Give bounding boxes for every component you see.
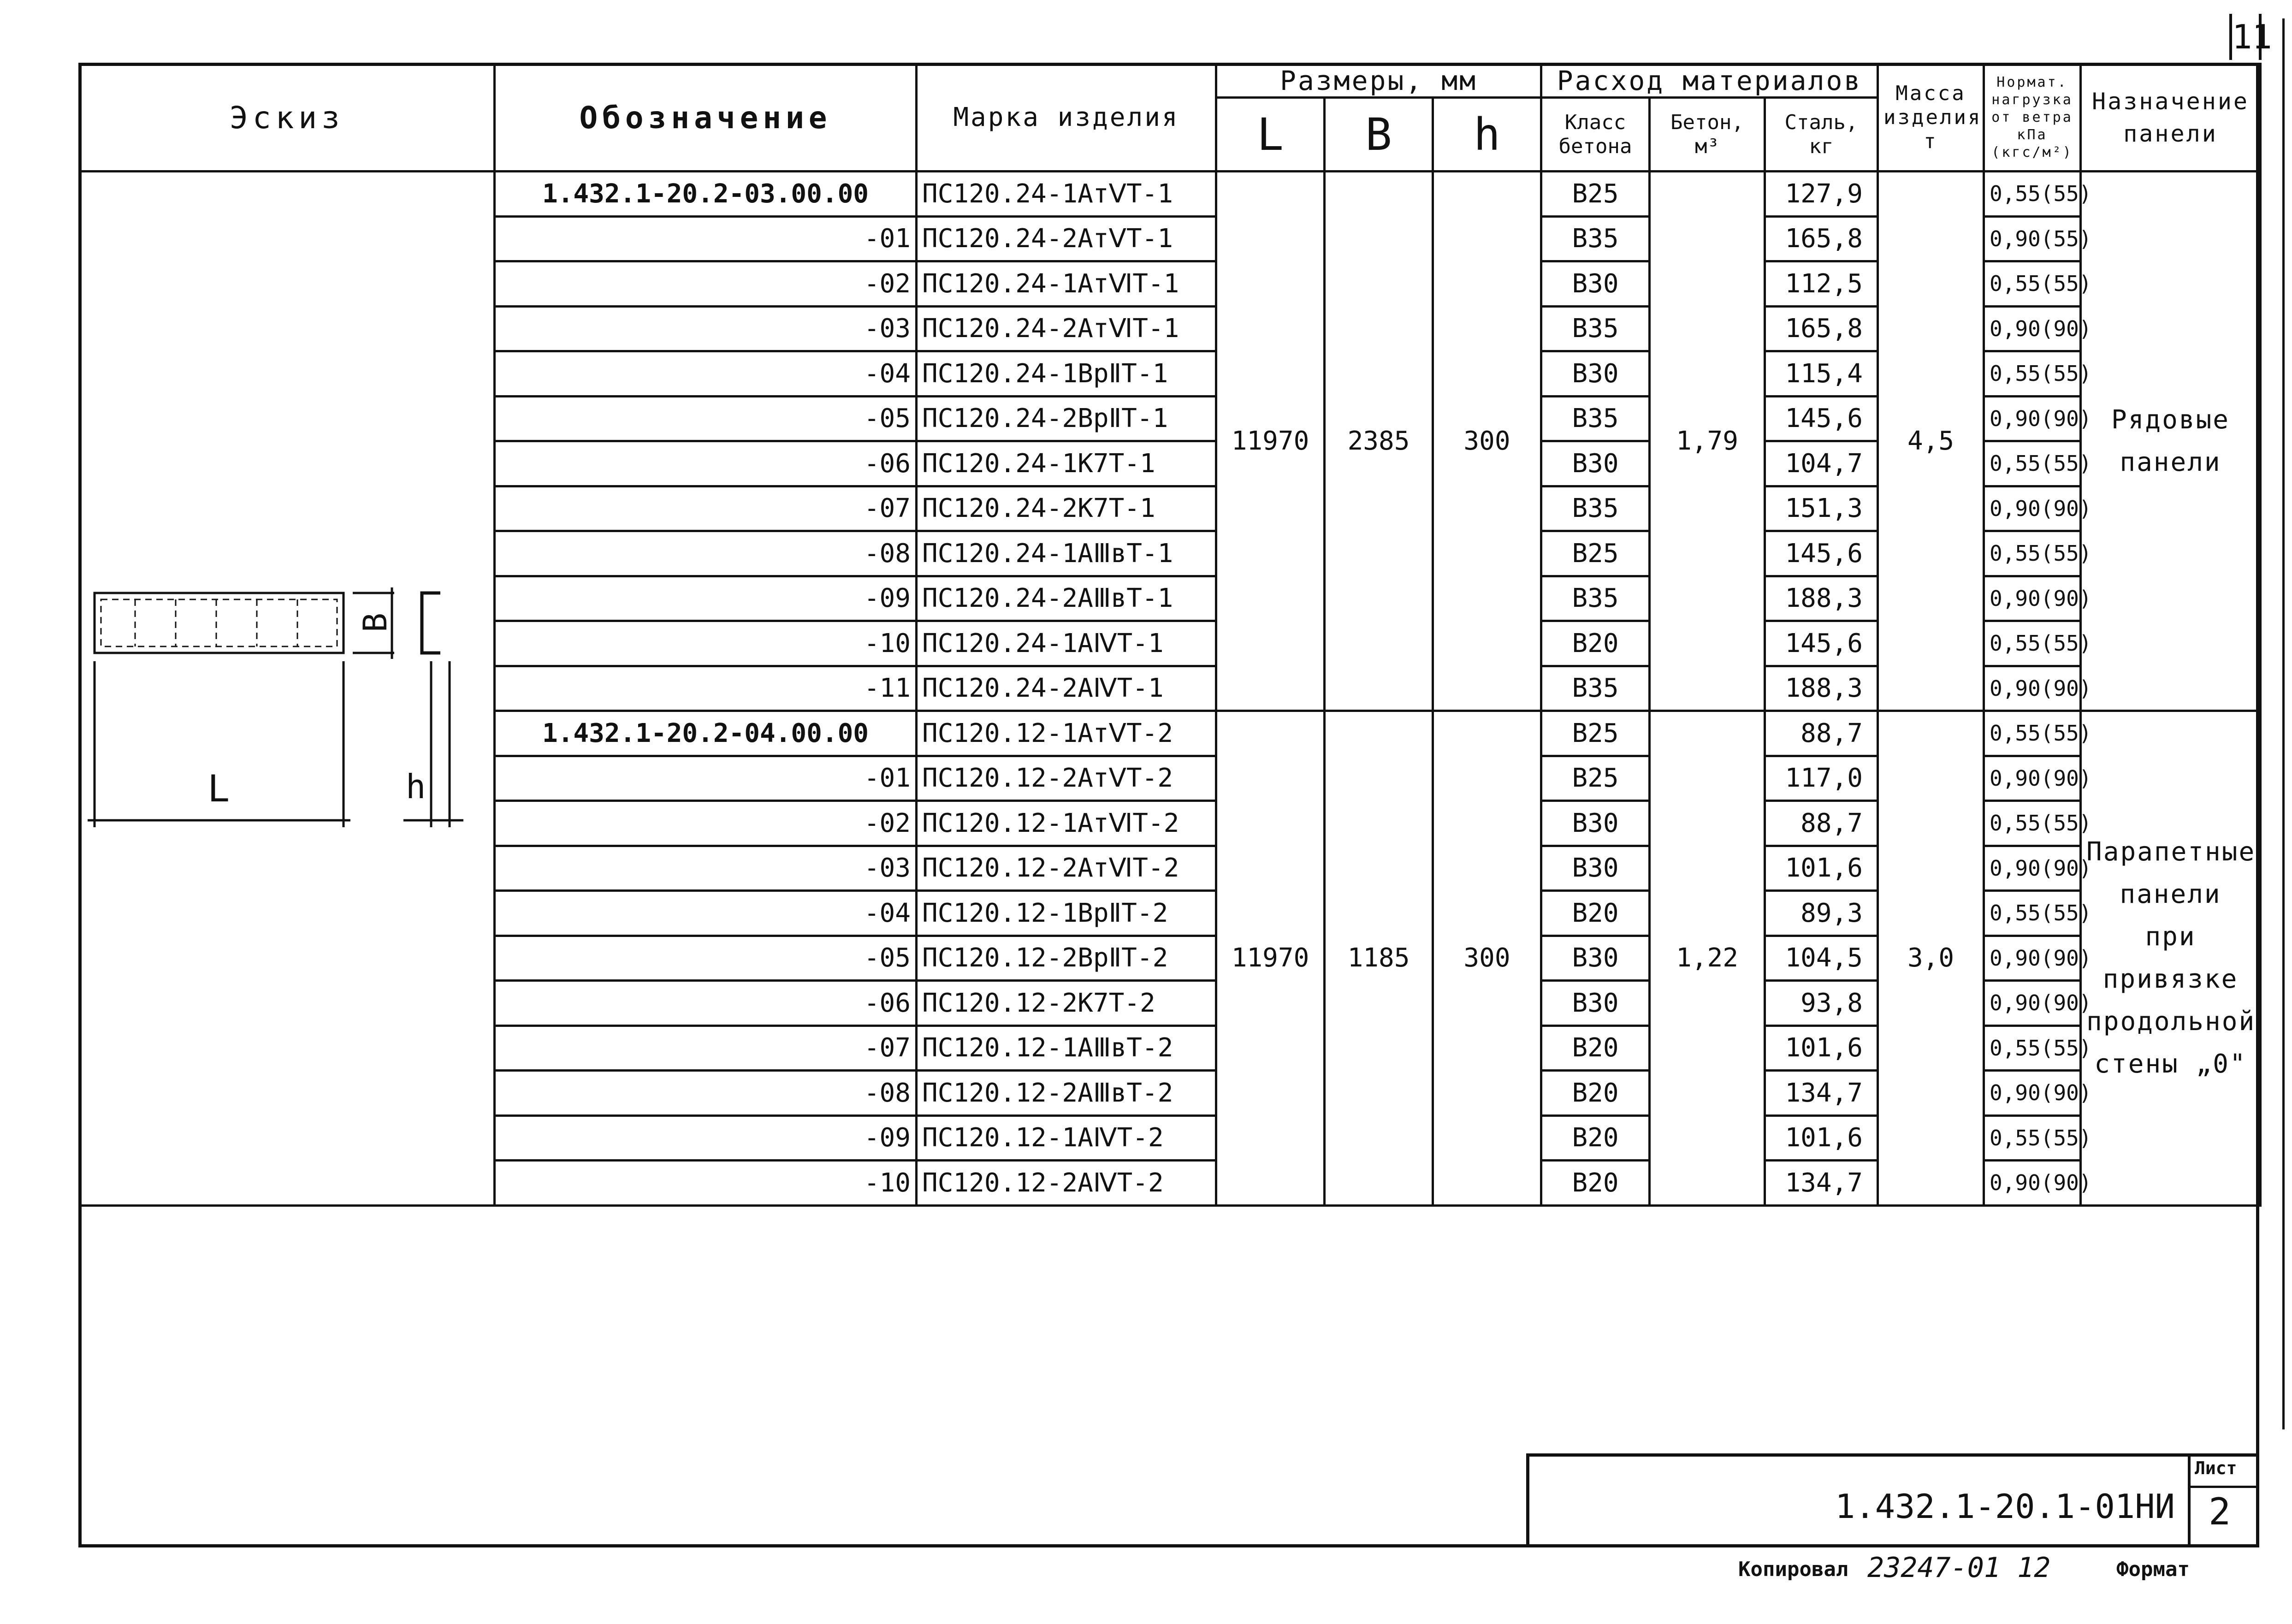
wind-load-cell: 0,55(55) [1984,1025,2081,1071]
wind-load-cell: 0,90(90) [1984,576,2081,621]
concrete-class-cell: В35 [1541,396,1650,441]
mark-cell: ПС120.12-2АтⅤТ-2 [917,756,1216,801]
mass-cell: 4,5 [1878,172,1984,711]
designation-cell: 1.432.1-20.2-03.00.00 [495,172,917,217]
steel-cell: 104,5 [1765,936,1878,981]
mark-cell: ПС120.12-2АⅣТ-2 [917,1161,1216,1206]
designation-cell: -09 [495,576,917,621]
concrete-class-cell: В25 [1541,531,1650,576]
concrete-class-cell: В30 [1541,846,1650,891]
dim-b-cell: 1185 [1325,711,1433,1206]
col-purpose: Назначение панели [2081,64,2261,172]
wind-load-cell: 0,55(55) [1984,261,2081,307]
mark-cell: ПС120.12-2АⅢвТ-2 [917,1071,1216,1116]
col-materials: Расход материалов [1541,64,1878,98]
footer-format: Формат [2116,1558,2190,1581]
mark-cell: ПС120.24-1АтⅤТ-1 [917,172,1216,217]
mark-cell: ПС120.24-2АтⅤТ-1 [917,216,1216,261]
sketch-label-length: L [207,767,230,810]
col-dim-b: В [1325,98,1433,172]
mark-cell: ПС120.12-2ВрⅡТ-2 [917,936,1216,981]
concrete-class-cell: В25 [1541,172,1650,217]
sketch-cell [80,172,495,1206]
mass-cell: 3,0 [1878,711,1984,1206]
mark-cell: ПС120.24-2АⅢвТ-1 [917,576,1216,621]
sheet-number: 2 [2209,1490,2231,1533]
mark-cell: ПС120.24-1АⅣТ-1 [917,621,1216,666]
steel-cell: 134,7 [1765,1161,1878,1206]
col-dim-l: L [1216,98,1325,172]
col-wind-load: Нормат. нагрузка от ветра кПа (кгс/м²) [1984,64,2081,172]
wind-load-cell: 0,90(90) [1984,396,2081,441]
designation-cell: -03 [495,306,917,351]
wind-load-cell: 0,55(55) [1984,172,2081,217]
steel-cell: 145,6 [1765,396,1878,441]
col-mark: Марка изделия [917,64,1216,172]
mark-cell: ПС120.24-1К7Т-1 [917,441,1216,486]
concrete-class-cell: В30 [1541,936,1650,981]
designation-cell: -06 [495,981,917,1026]
wind-load-cell: 0,90(90) [1984,936,2081,981]
purpose-cell: Парапетные панели при привязке продольной стены „0" [2081,711,2261,1206]
steel-cell: 145,6 [1765,531,1878,576]
designation-cell: 1.432.1-20.2-04.00.00 [495,711,917,756]
mark-cell: ПС120.12-1АⅣТ-2 [917,1115,1216,1161]
wind-load-cell: 0,55(55) [1984,801,2081,846]
col-dimensions: Размеры, мм [1216,64,1541,98]
concrete-class-cell: В25 [1541,756,1650,801]
steel-cell: 88,7 [1765,801,1878,846]
concrete-class-cell: В35 [1541,576,1650,621]
designation-cell: -01 [495,756,917,801]
wind-load-cell: 0,90(90) [1984,981,2081,1026]
specification-table [78,63,2262,1207]
designation-cell: -04 [495,351,917,397]
mark-cell: ПС120.12-1АтⅥТ-2 [917,801,1216,846]
steel-cell: 188,3 [1765,576,1878,621]
steel-cell: 151,3 [1765,486,1878,531]
table-row [80,172,2261,217]
sheet-right-edge-line [2282,18,2285,1429]
concrete-class-cell: В35 [1541,216,1650,261]
mark-cell: ПС120.12-2К7Т-2 [917,981,1216,1026]
steel-cell: 165,8 [1765,306,1878,351]
col-dim-h: h [1433,98,1541,172]
panel-sketch [81,172,491,864]
wind-load-cell: 0,55(55) [1984,621,2081,666]
col-concrete-class: Класс бетона [1541,98,1650,172]
purpose-cell: Рядовые панели [2081,172,2261,711]
wind-load-cell: 0,55(55) [1984,351,2081,397]
table-body [80,172,2261,1206]
concrete-class-cell: В25 [1541,711,1650,756]
wind-load-cell: 0,90(90) [1984,756,2081,801]
designation-cell: -08 [495,1071,917,1116]
designation-cell: -04 [495,891,917,936]
steel-cell: 101,6 [1765,846,1878,891]
col-concrete-volume: Бетон, м³ [1650,98,1765,172]
designation-cell: -10 [495,621,917,666]
mark-cell: ПС120.24-1ВрⅡТ-1 [917,351,1216,397]
mark-cell: ПС120.12-1АтⅤТ-2 [917,711,1216,756]
designation-cell: -05 [495,936,917,981]
concrete-class-cell: В30 [1541,801,1650,846]
title-block-code: 1.432.1-20.1-01НИ [1835,1487,2175,1526]
steel-cell: 101,6 [1765,1115,1878,1161]
col-mass: Масса изделия т [1878,64,1984,172]
steel-cell: 89,3 [1765,891,1878,936]
designation-cell: -08 [495,531,917,576]
concrete-class-cell: В20 [1541,1071,1650,1116]
concrete-class-cell: В35 [1541,486,1650,531]
wind-load-cell: 0,90(90) [1984,1161,2081,1206]
wind-load-cell: 0,90(90) [1984,846,2081,891]
dim-h-cell: 300 [1433,711,1541,1206]
concrete-class-cell: В20 [1541,1025,1650,1071]
mark-cell: ПС120.24-2ВрⅡТ-1 [917,396,1216,441]
concrete-class-cell: В20 [1541,621,1650,666]
steel-cell: 104,7 [1765,441,1878,486]
mark-cell: ПС120.24-1АⅢвТ-1 [917,531,1216,576]
concrete-class-cell: В20 [1541,1115,1650,1161]
designation-cell: -02 [495,261,917,307]
designation-cell: -05 [495,396,917,441]
wind-load-cell: 0,90(90) [1984,666,2081,711]
sketch-label-height: h [406,767,426,806]
designation-cell: -07 [495,486,917,531]
sheet-label: Лист [2195,1458,2237,1478]
designation-cell: -09 [495,1115,917,1161]
mark-cell: ПС120.24-2АтⅥТ-1 [917,306,1216,351]
steel-cell: 115,4 [1765,351,1878,397]
designation-cell: -01 [495,216,917,261]
concrete-class-cell: В30 [1541,351,1650,397]
wind-load-cell: 0,55(55) [1984,711,2081,756]
wind-load-cell: 0,55(55) [1984,531,2081,576]
steel-cell: 127,9 [1765,172,1878,217]
dim-b-cell: 2385 [1325,172,1433,711]
mark-cell: ПС120.12-1АⅢвТ-2 [917,1025,1216,1071]
sheet-corner-mark: 11 [2229,14,2262,60]
wind-load-cell: 0,90(55) [1984,216,2081,261]
steel-cell: 88,7 [1765,711,1878,756]
wind-load-cell: 0,90(90) [1984,1071,2081,1116]
designation-cell: -03 [495,846,917,891]
steel-cell: 145,6 [1765,621,1878,666]
mark-cell: ПС120.24-2АⅣТ-1 [917,666,1216,711]
concrete-volume-cell: 1,22 [1650,711,1765,1206]
wind-load-cell: 0,90(90) [1984,486,2081,531]
concrete-class-cell: В30 [1541,981,1650,1026]
wind-load-cell: 0,90(90) [1984,306,2081,351]
mark-cell: ПС120.12-2АтⅥТ-2 [917,846,1216,891]
designation-cell: -10 [495,1161,917,1206]
steel-cell: 93,8 [1765,981,1878,1026]
footer-copied: Копировал [1738,1558,1848,1581]
steel-cell: 101,6 [1765,1025,1878,1071]
mark-cell: ПС120.24-2К7Т-1 [917,486,1216,531]
designation-cell: -02 [495,801,917,846]
mark-cell: ПС120.12-1ВрⅡТ-2 [917,891,1216,936]
steel-cell: 188,3 [1765,666,1878,711]
wind-load-cell: 0,55(55) [1984,1115,2081,1161]
concrete-volume-cell: 1,79 [1650,172,1765,711]
concrete-class-cell: В20 [1541,1161,1650,1206]
concrete-class-cell: В35 [1541,306,1650,351]
col-sketch: Эскиз [80,64,495,172]
concrete-class-cell: В30 [1541,261,1650,307]
col-designation: Обозначение [495,64,917,172]
concrete-class-cell: В35 [1541,666,1650,711]
concrete-class-cell: В20 [1541,891,1650,936]
steel-cell: 112,5 [1765,261,1878,307]
mark-cell: ПС120.24-1АтⅥТ-1 [917,261,1216,307]
dim-l-cell: 11970 [1216,172,1325,711]
wind-load-cell: 0,55(55) [1984,441,2081,486]
sheet-number-divider [2188,1486,2259,1488]
wind-load-cell: 0,55(55) [1984,891,2081,936]
steel-cell: 117,0 [1765,756,1878,801]
steel-cell: 134,7 [1765,1071,1878,1116]
designation-cell: -07 [495,1025,917,1071]
concrete-class-cell: В30 [1541,441,1650,486]
col-steel: Сталь, кг [1765,98,1878,172]
designation-cell: -06 [495,441,917,486]
designation-cell: -11 [495,666,917,711]
sketch-label-width: В [356,612,395,633]
footer-number: 23247-01 12 [1867,1552,2051,1584]
dim-h-cell: 300 [1433,172,1541,711]
dim-l-cell: 11970 [1216,711,1325,1206]
steel-cell: 165,8 [1765,216,1878,261]
